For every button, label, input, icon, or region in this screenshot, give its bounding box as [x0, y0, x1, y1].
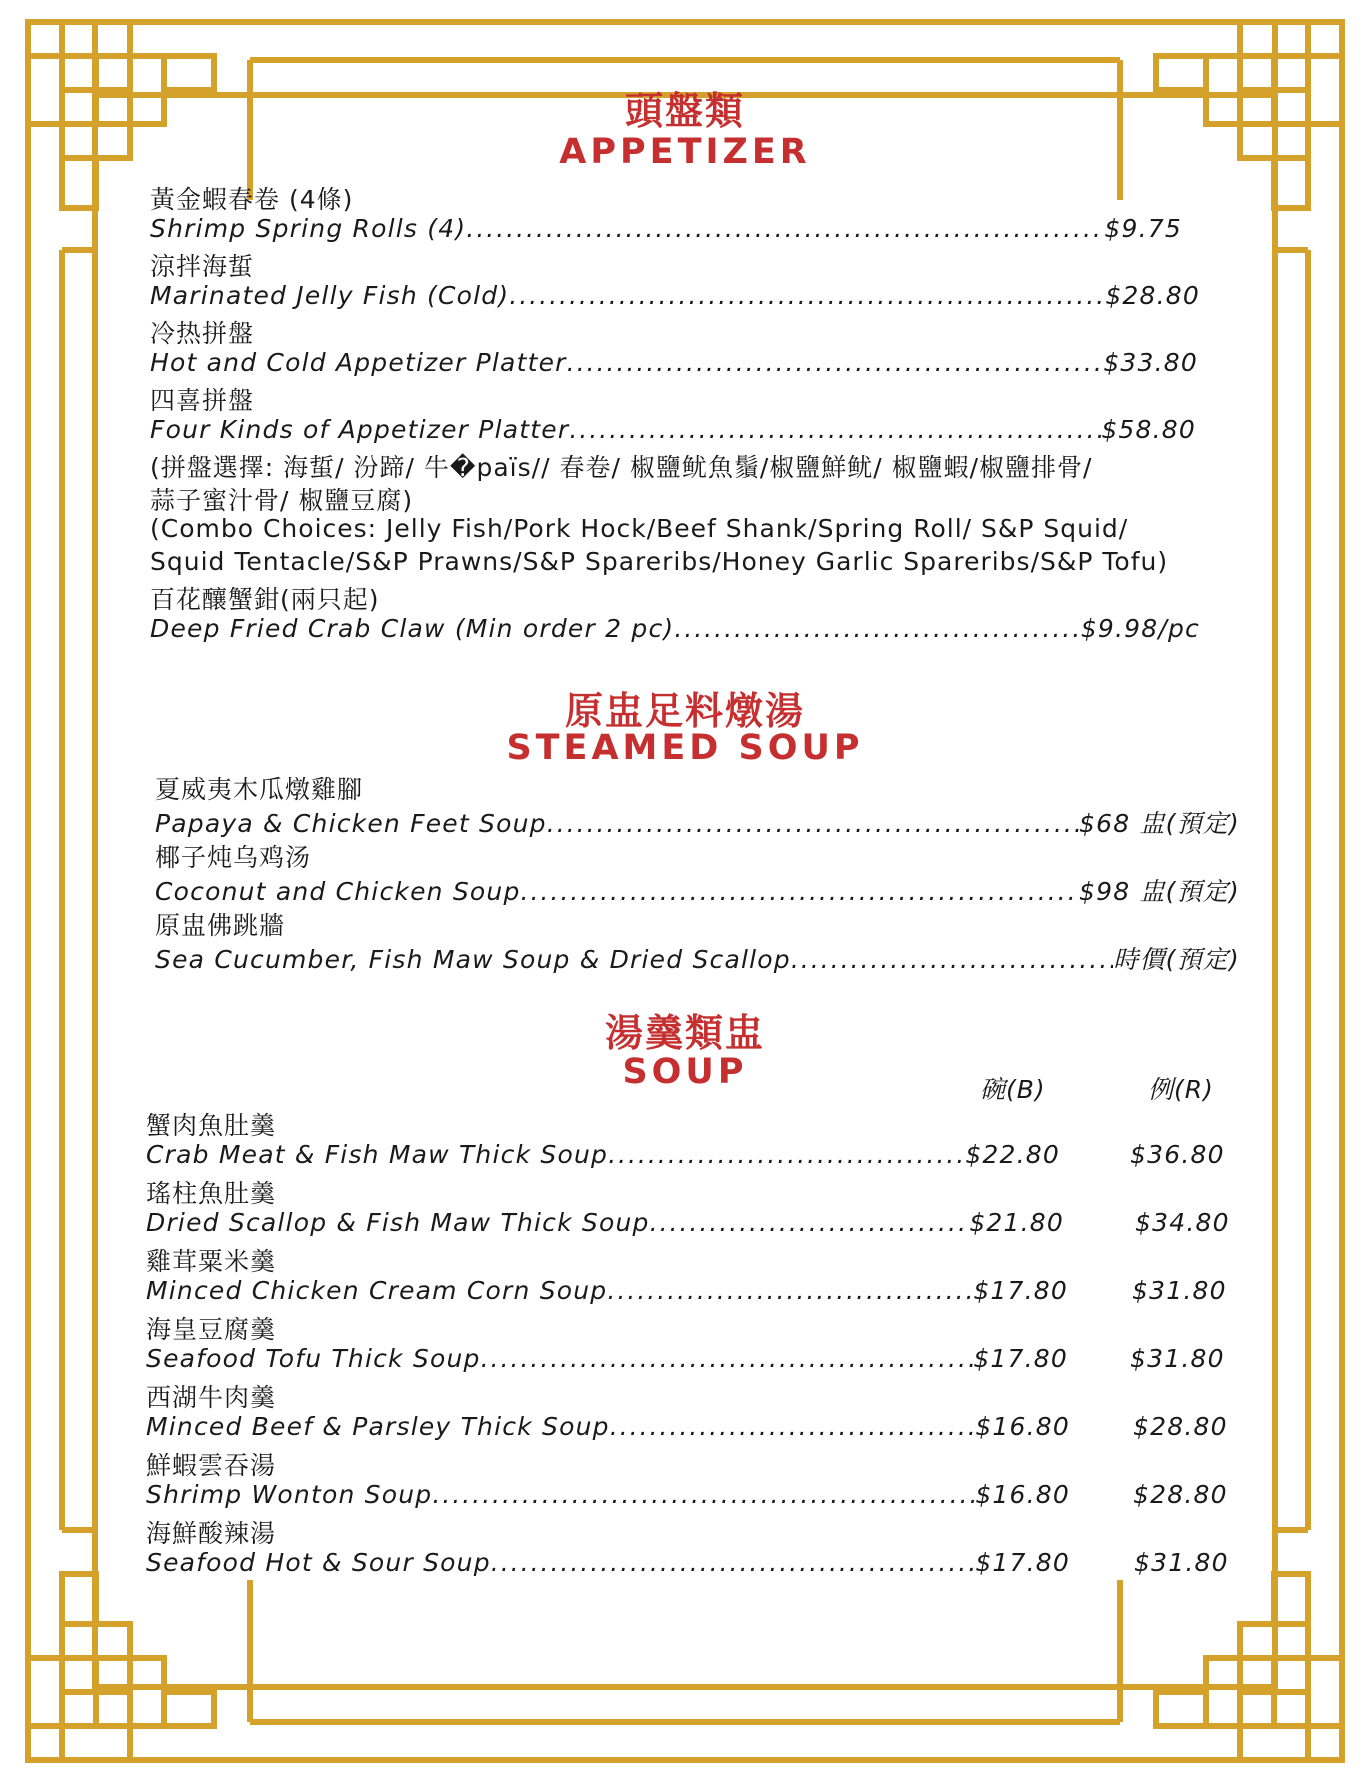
menu-item-row	[146, 1412, 1070, 1441]
menu-item-price-bowl: $17.80	[973, 1276, 1068, 1305]
menu-item-price-bowl: $17.80	[975, 1548, 1070, 1577]
menu-item-en: Seafood Hot & Sour Soup	[146, 1548, 491, 1577]
menu-item-en: Hot and Cold Appetizer Platter	[150, 348, 567, 377]
menu-item-price: $9.98/pc	[1080, 614, 1200, 643]
menu-item-price-regular: $36.80	[1130, 1140, 1225, 1169]
menu-item-row	[150, 614, 1200, 643]
menu-item-row	[155, 872, 1240, 908]
menu-item-row	[150, 281, 1200, 310]
dot-leader	[607, 1276, 973, 1305]
menu-item-cn: 四喜拼盤	[150, 386, 255, 415]
menu-item-price: $68 盅(預定)	[1079, 809, 1240, 838]
menu-item-price-bowl: $16.80	[975, 1480, 1070, 1509]
menu-item-price: $33.80	[1103, 348, 1198, 377]
menu-item-price-bowl: $17.80	[973, 1344, 1068, 1373]
dot-leader	[481, 1344, 974, 1373]
menu-item-cn: 夏威夷木瓜燉雞腳	[155, 775, 364, 804]
menu-item-row	[150, 415, 1196, 444]
menu-item-cn: 椰子炖乌鸡汤	[155, 843, 312, 872]
menu-item-en: Deep Fried Crab Claw (Min order 2 pc)	[150, 614, 675, 643]
menu-item-en: Minced Chicken Cream Corn Soup	[146, 1276, 608, 1305]
menu-item-en: Dried Scallop & Fish Maw Thick Soup	[146, 1208, 650, 1237]
dot-leader	[521, 877, 1079, 906]
menu-item-en: Marinated Jelly Fish (Cold)	[150, 281, 510, 310]
menu-item-en: Shrimp Wonton Soup	[146, 1480, 433, 1509]
menu-item-row	[150, 214, 1182, 243]
soup-title-cn: 湯羹類盅	[604, 1011, 765, 1055]
menu-item-price: $58.80	[1101, 415, 1196, 444]
menu-item-cn: 黃金蝦春卷 (4條)	[150, 185, 354, 214]
menu-item-price-regular: $28.80	[1133, 1480, 1228, 1509]
dot-leader	[547, 809, 1079, 838]
dot-leader	[509, 281, 1105, 310]
menu-item-cn: 原盅佛跳牆	[155, 911, 286, 940]
menu-item-price-regular: $31.80	[1130, 1344, 1225, 1373]
menu-item-price-bowl: $21.80	[969, 1208, 1064, 1237]
dot-leader	[569, 415, 1101, 444]
soup-title-en: SOUP	[622, 1052, 748, 1092]
menu-item-en: Four Kinds of Appetizer Platter	[150, 415, 570, 444]
combo-note-cn-1: (拼盤選擇: 海蜇/ 汾蹄/ 牛�païs// 春卷/ 椒鹽鱿魚鬚/椒鹽鮮鱿/ 椒鹽蝦/椒鹽排骨/	[150, 453, 1093, 482]
combo-note-en-2: Squid Tentacle/S&P Prawns/S&P Spareribs/Honey Garlic Spareribs/S&P Tofu)	[150, 547, 1169, 576]
dot-leader	[650, 1208, 970, 1237]
dot-leader	[466, 214, 1104, 243]
menu-item-price: $28.80	[1105, 281, 1200, 310]
menu-item-cn: 雞茸粟米羹	[146, 1247, 277, 1276]
steamed-title-cn: 原盅足料燉湯	[564, 689, 805, 733]
steamed-title-en: STEAMED SOUP	[506, 728, 864, 768]
menu-item-price-regular: $28.80	[1133, 1412, 1228, 1441]
menu-item-price-regular: $31.80	[1132, 1276, 1227, 1305]
menu-item-cn: 冷热拼盤	[150, 319, 255, 348]
menu-item-cn: 瑤柱魚肚羹	[146, 1179, 277, 1208]
menu-item-en: Minced Beef & Parsley Thick Soup	[146, 1412, 610, 1441]
dot-leader	[608, 1140, 965, 1169]
menu-item-en: Coconut and Chicken Soup	[155, 877, 521, 906]
menu-item-row	[146, 1548, 1070, 1577]
menu-item-en: Sea Cucumber, Fish Maw Soup & Dried Scallop	[155, 945, 791, 974]
menu-item-row	[155, 804, 1240, 840]
menu-item-en: Papaya & Chicken Feet Soup	[155, 809, 547, 838]
column-header-regular: 例(R)	[1148, 1075, 1214, 1104]
menu-item-en: Seafood Tofu Thick Soup	[146, 1344, 481, 1373]
menu-item-en: Shrimp Spring Rolls (4)	[150, 214, 467, 243]
menu-item-cn: 蟹肉魚肚羹	[146, 1111, 277, 1140]
menu-item-price: $9.75	[1104, 214, 1182, 243]
dot-leader	[567, 348, 1104, 377]
menu-item-row	[155, 940, 1240, 976]
menu-item-cn: 百花釀蟹鉗(兩只起)	[150, 585, 380, 614]
menu-item-price-bowl: $22.80	[965, 1140, 1060, 1169]
menu-item-cn: 涼拌海蜇	[150, 252, 255, 281]
menu-item-row	[146, 1480, 1070, 1509]
menu-item-price-regular: $31.80	[1134, 1548, 1229, 1577]
menu-item-row	[146, 1208, 1064, 1237]
appetizer-title-cn: 頭盤類	[624, 89, 745, 133]
menu-item-price-regular: $34.80	[1135, 1208, 1230, 1237]
dot-leader	[491, 1548, 976, 1577]
appetizer-title-en: APPETIZER	[559, 132, 811, 172]
menu-item-cn: 西湖牛肉羹	[146, 1383, 277, 1412]
combo-note-en-1: (Combo Choices: Jelly Fish/Pork Hock/Beef Shank/Spring Roll/ S&P Squid/	[150, 514, 1129, 543]
dot-leader	[791, 945, 1113, 974]
menu-item-row	[146, 1276, 1068, 1305]
menu-item-cn: 鮮蝦雲吞湯	[146, 1451, 277, 1480]
menu-item-cn: 海鮮酸辣湯	[146, 1519, 277, 1548]
menu-item-price-bowl: $16.80	[975, 1412, 1070, 1441]
menu-item-row	[146, 1344, 1068, 1373]
dot-leader	[610, 1412, 976, 1441]
menu-item-price: $98 盅(預定)	[1079, 877, 1240, 906]
menu-item-en: Crab Meat & Fish Maw Thick Soup	[146, 1140, 609, 1169]
combo-note-cn-2: 蒜子蜜汁骨/ 椒鹽豆腐)	[150, 486, 414, 515]
column-header-bowl: 碗(B)	[980, 1075, 1046, 1104]
menu-item-row	[150, 348, 1198, 377]
menu-item-cn: 海皇豆腐羹	[146, 1315, 277, 1344]
dot-leader	[674, 614, 1080, 643]
dot-leader	[432, 1480, 975, 1509]
menu-item-row	[146, 1140, 1060, 1169]
menu-item-price: 時價(預定)	[1113, 945, 1240, 974]
